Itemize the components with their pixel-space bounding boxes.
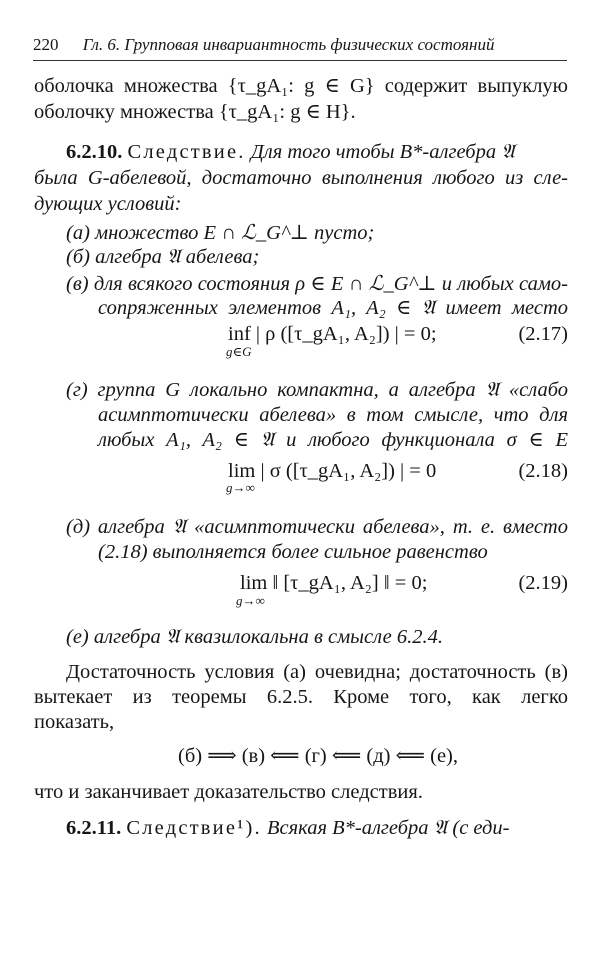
condition-d-line: асимптотически абелева» в том смысле, что для — [98, 404, 568, 426]
equation-2-17-subscript: g∈G — [226, 344, 252, 359]
corollary-label: Следствие. — [127, 141, 246, 163]
corollary-line: дующих условий: — [34, 193, 182, 215]
proof-line: показать, — [34, 711, 115, 733]
intro-line-1: оболочка множества {τ_gA₁: g ∈ G} содержит выпуклую — [34, 75, 568, 97]
corollary-number: 6.2.10. — [66, 141, 123, 163]
proof-line: Достаточность условия (а) очевидна; достаточность (в) — [66, 661, 568, 683]
equation-2-18: lim | σ ([τ_gA₁, A₂]) | = 0 — [228, 460, 437, 482]
condition-c-line: (в) для всякого состояния ρ ∈ E ∩ ℒ_G^⊥ и любых само- — [66, 273, 568, 295]
running-header — [33, 34, 567, 56]
page-number: 220 — [33, 35, 59, 54]
condition-d-line: (г) группа G локально компактна, а алгебра 𝔄 «слабо — [66, 379, 568, 401]
condition-f: (е) алгебра 𝔄 квазилокальна в смысле 6.2.4. — [66, 626, 443, 648]
corollary-number: 6.2.11. — [66, 817, 122, 839]
condition-d-line: любых A₁, A₂ ∈ 𝔄 и любого функционала σ ∈ E — [98, 429, 568, 451]
condition-c-line: сопряженных элементов A₁, A₂ ∈ 𝔄 имеет место — [98, 297, 568, 319]
equation-2-19-label: (2.19) — [518, 572, 568, 594]
equation-2-17-label: (2.17) — [518, 323, 568, 345]
equation-2-18-label: (2.18) — [518, 460, 568, 482]
corollary-line: была G-абелевой, достаточно выполнения любого из сле- — [34, 167, 568, 189]
chapter-title: Гл. 6. Групповая инвариантность физических состояний — [82, 35, 495, 54]
equation-2-19: lim ‖ [τ_gA₁, A₂] ‖ = 0; — [240, 572, 428, 594]
implication-chain: (б) ⟹ (в) ⟸ (г) ⟸ (д) ⟸ (е), — [178, 745, 458, 767]
corollary-line: Всякая B*-алгебра 𝔄 (с еди- — [266, 817, 510, 839]
condition-e-line: (д) алгебра 𝔄 «асимптотически абелева», т. е. вместо — [66, 516, 568, 538]
proof-line: вытекает из теоремы 6.2.5. Кроме того, как легко — [34, 686, 568, 708]
corollary-lead: Для того чтобы B*-алгебра 𝔄 — [250, 141, 515, 163]
condition-e-line: (2.18) выполняется более сильное равенство — [98, 541, 488, 563]
equation-2-17: inf | ρ ([τ_gA₁, A₂]) | = 0; — [228, 323, 437, 345]
corollary-6-2-11-heading — [66, 816, 568, 840]
condition-a: (а) множество E ∩ ℒ_G^⊥ пусто; — [66, 222, 375, 244]
proof-end: что и заканчивает доказательство следствия. — [34, 781, 423, 803]
corollary-label: Следствие¹). — [126, 817, 262, 839]
equation-2-19-subscript: g→∞ — [236, 593, 265, 608]
header-rule — [33, 60, 567, 61]
condition-b: (б) алгебра 𝔄 абелева; — [66, 246, 260, 268]
equation-2-18-subscript: g→∞ — [226, 480, 255, 495]
corollary-6-2-10-heading — [66, 140, 568, 164]
intro-line-2: оболочку множества {τ_gA₁: g ∈ H}. — [34, 101, 356, 123]
